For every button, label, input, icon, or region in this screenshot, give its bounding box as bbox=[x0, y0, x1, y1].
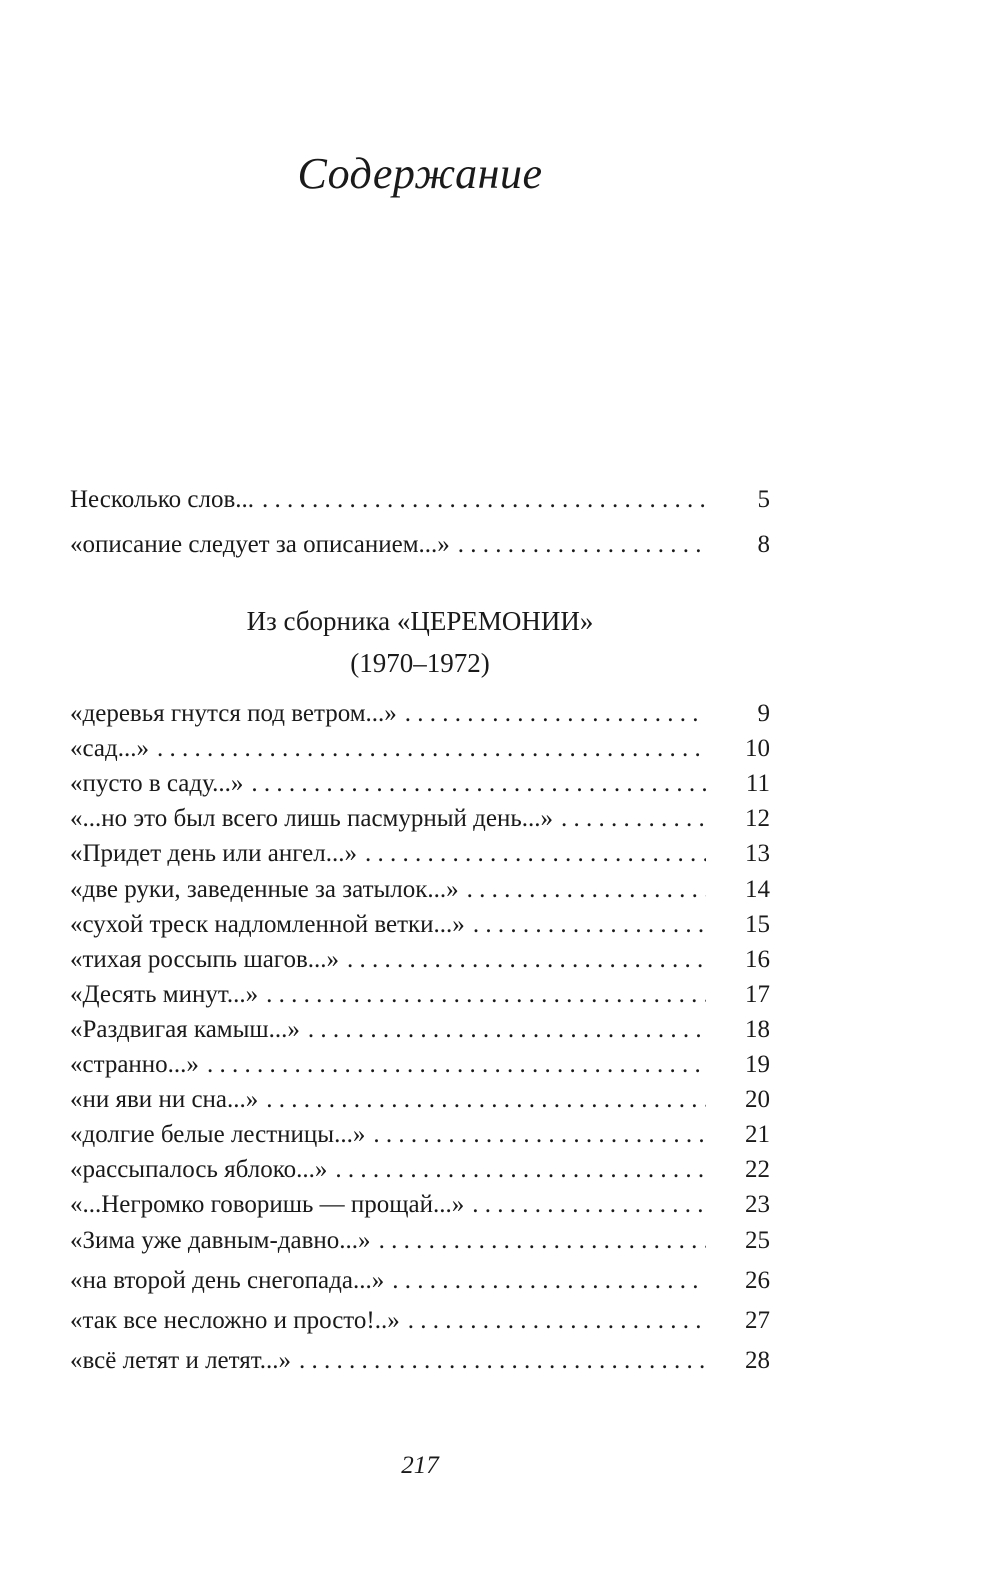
dot-leader bbox=[347, 943, 706, 977]
toc-entry-title: «сад...» bbox=[70, 735, 149, 762]
toc-entry-page: 9 bbox=[757, 700, 770, 727]
toc-entry-title: «ни яви ни сна...» bbox=[70, 1086, 259, 1113]
dot-leader bbox=[251, 767, 706, 801]
toc-entry-page: 21 bbox=[745, 1121, 770, 1148]
toc-entry-page: 20 bbox=[745, 1086, 770, 1113]
toc-entry-page: 26 bbox=[745, 1267, 770, 1294]
toc-entry-page: 27 bbox=[745, 1307, 770, 1334]
toc-entry-page: 25 bbox=[745, 1227, 770, 1254]
toc-entry-title: «деревья гнутся под ветром...» bbox=[70, 700, 397, 727]
dot-leader bbox=[458, 528, 706, 562]
toc-entry-title: «Десять минут...» bbox=[70, 981, 259, 1008]
toc-entry bbox=[70, 1048, 770, 1082]
toc-entry bbox=[70, 837, 770, 871]
toc-entry-title: «всё летят и летят...» bbox=[70, 1347, 292, 1374]
dot-leader bbox=[405, 697, 706, 731]
toc-entry-page: 16 bbox=[745, 946, 770, 973]
toc-entry bbox=[70, 1153, 770, 1187]
toc-entry-page: 5 bbox=[757, 486, 770, 513]
toc-entry bbox=[70, 1344, 770, 1378]
dot-leader bbox=[266, 1083, 706, 1117]
dot-leader bbox=[157, 732, 706, 766]
toc-entry bbox=[70, 908, 770, 942]
dot-leader bbox=[299, 1344, 706, 1378]
page-title: Содержание bbox=[297, 149, 543, 198]
dot-leader bbox=[373, 1118, 706, 1152]
dot-leader bbox=[392, 1264, 706, 1298]
toc-entry-title: «сухой треск надломленной ветки...» bbox=[70, 911, 465, 938]
toc-entry bbox=[70, 1118, 770, 1152]
toc-entry-page: 19 bbox=[745, 1051, 770, 1078]
toc-entry-title: «описание следует за описанием...» bbox=[70, 531, 450, 558]
dot-leader bbox=[262, 483, 706, 517]
toc-entry-page: 8 bbox=[757, 531, 770, 558]
toc-entry bbox=[70, 1304, 770, 1338]
toc-entry bbox=[70, 1188, 770, 1222]
dot-leader bbox=[467, 873, 706, 907]
toc-entry-title: «Зима уже давным-давно...» bbox=[70, 1227, 371, 1254]
toc-entry-page: 15 bbox=[745, 911, 770, 938]
toc-entry-title: «долгие белые лестницы...» bbox=[70, 1121, 366, 1148]
dot-leader bbox=[365, 837, 706, 871]
toc-entry-title: «странно...» bbox=[70, 1051, 199, 1078]
toc-entry-title: «на второй день снегопада...» bbox=[70, 1267, 385, 1294]
toc-entry bbox=[70, 697, 770, 731]
toc-entry-title: «Раздвигая камыш...» bbox=[70, 1016, 300, 1043]
toc-entry-page: 10 bbox=[745, 735, 770, 762]
toc-entry bbox=[70, 978, 770, 1012]
toc-entry-title: «...но это был всего лишь пасмурный день...» bbox=[70, 805, 554, 832]
dot-leader bbox=[408, 1304, 706, 1338]
toc-entry bbox=[70, 1083, 770, 1117]
toc-entry-title: «Придет день или ангел...» bbox=[70, 840, 357, 867]
dot-leader bbox=[561, 802, 706, 836]
section-years: (1970–1972) bbox=[350, 648, 490, 678]
toc-entry-title: «пусто в саду...» bbox=[70, 770, 244, 797]
toc-entry-page: 11 bbox=[745, 770, 770, 797]
toc-entry bbox=[70, 483, 770, 517]
page-number: 217 bbox=[401, 1452, 439, 1479]
toc-entry-title: «так все несложно и просто!..» bbox=[70, 1307, 400, 1334]
toc-entry-title: Несколько слов... bbox=[70, 486, 255, 513]
dot-leader bbox=[379, 1224, 706, 1258]
toc-entry-page: 14 bbox=[745, 876, 770, 903]
toc-entry bbox=[70, 802, 770, 836]
dot-leader bbox=[472, 1188, 706, 1222]
toc-entry-title: «рассыпалось яблоко...» bbox=[70, 1156, 328, 1183]
dot-leader bbox=[266, 978, 706, 1012]
toc-entry-title: «тихая россыпь шагов...» bbox=[70, 946, 339, 973]
toc-entry bbox=[70, 1013, 770, 1047]
dot-leader bbox=[473, 908, 706, 942]
dot-leader bbox=[207, 1048, 706, 1082]
dot-leader bbox=[308, 1013, 706, 1047]
toc-entry bbox=[70, 943, 770, 977]
toc-entry-page: 13 bbox=[745, 840, 770, 867]
toc-entry bbox=[70, 767, 770, 801]
section-heading: Из сборника «ЦЕРЕМОНИИ» bbox=[246, 606, 594, 636]
toc-entry bbox=[70, 732, 770, 766]
toc-entry-page: 22 bbox=[745, 1156, 770, 1183]
toc-entry bbox=[70, 528, 770, 562]
toc-entry-title: «...Негромко говоришь — прощай...» bbox=[70, 1191, 465, 1218]
toc-entry-page: 23 bbox=[745, 1191, 770, 1218]
toc-entry-page: 17 bbox=[745, 981, 770, 1008]
toc-entry-title: «две руки, заведенные за затылок...» bbox=[70, 876, 459, 903]
toc-entry-page: 18 bbox=[745, 1016, 770, 1043]
toc-entry-page: 28 bbox=[745, 1347, 770, 1374]
toc-entry-page: 12 bbox=[745, 805, 770, 832]
toc-entry bbox=[70, 1264, 770, 1298]
dot-leader bbox=[335, 1153, 706, 1187]
toc-entry bbox=[70, 1224, 770, 1258]
toc-entry bbox=[70, 873, 770, 907]
